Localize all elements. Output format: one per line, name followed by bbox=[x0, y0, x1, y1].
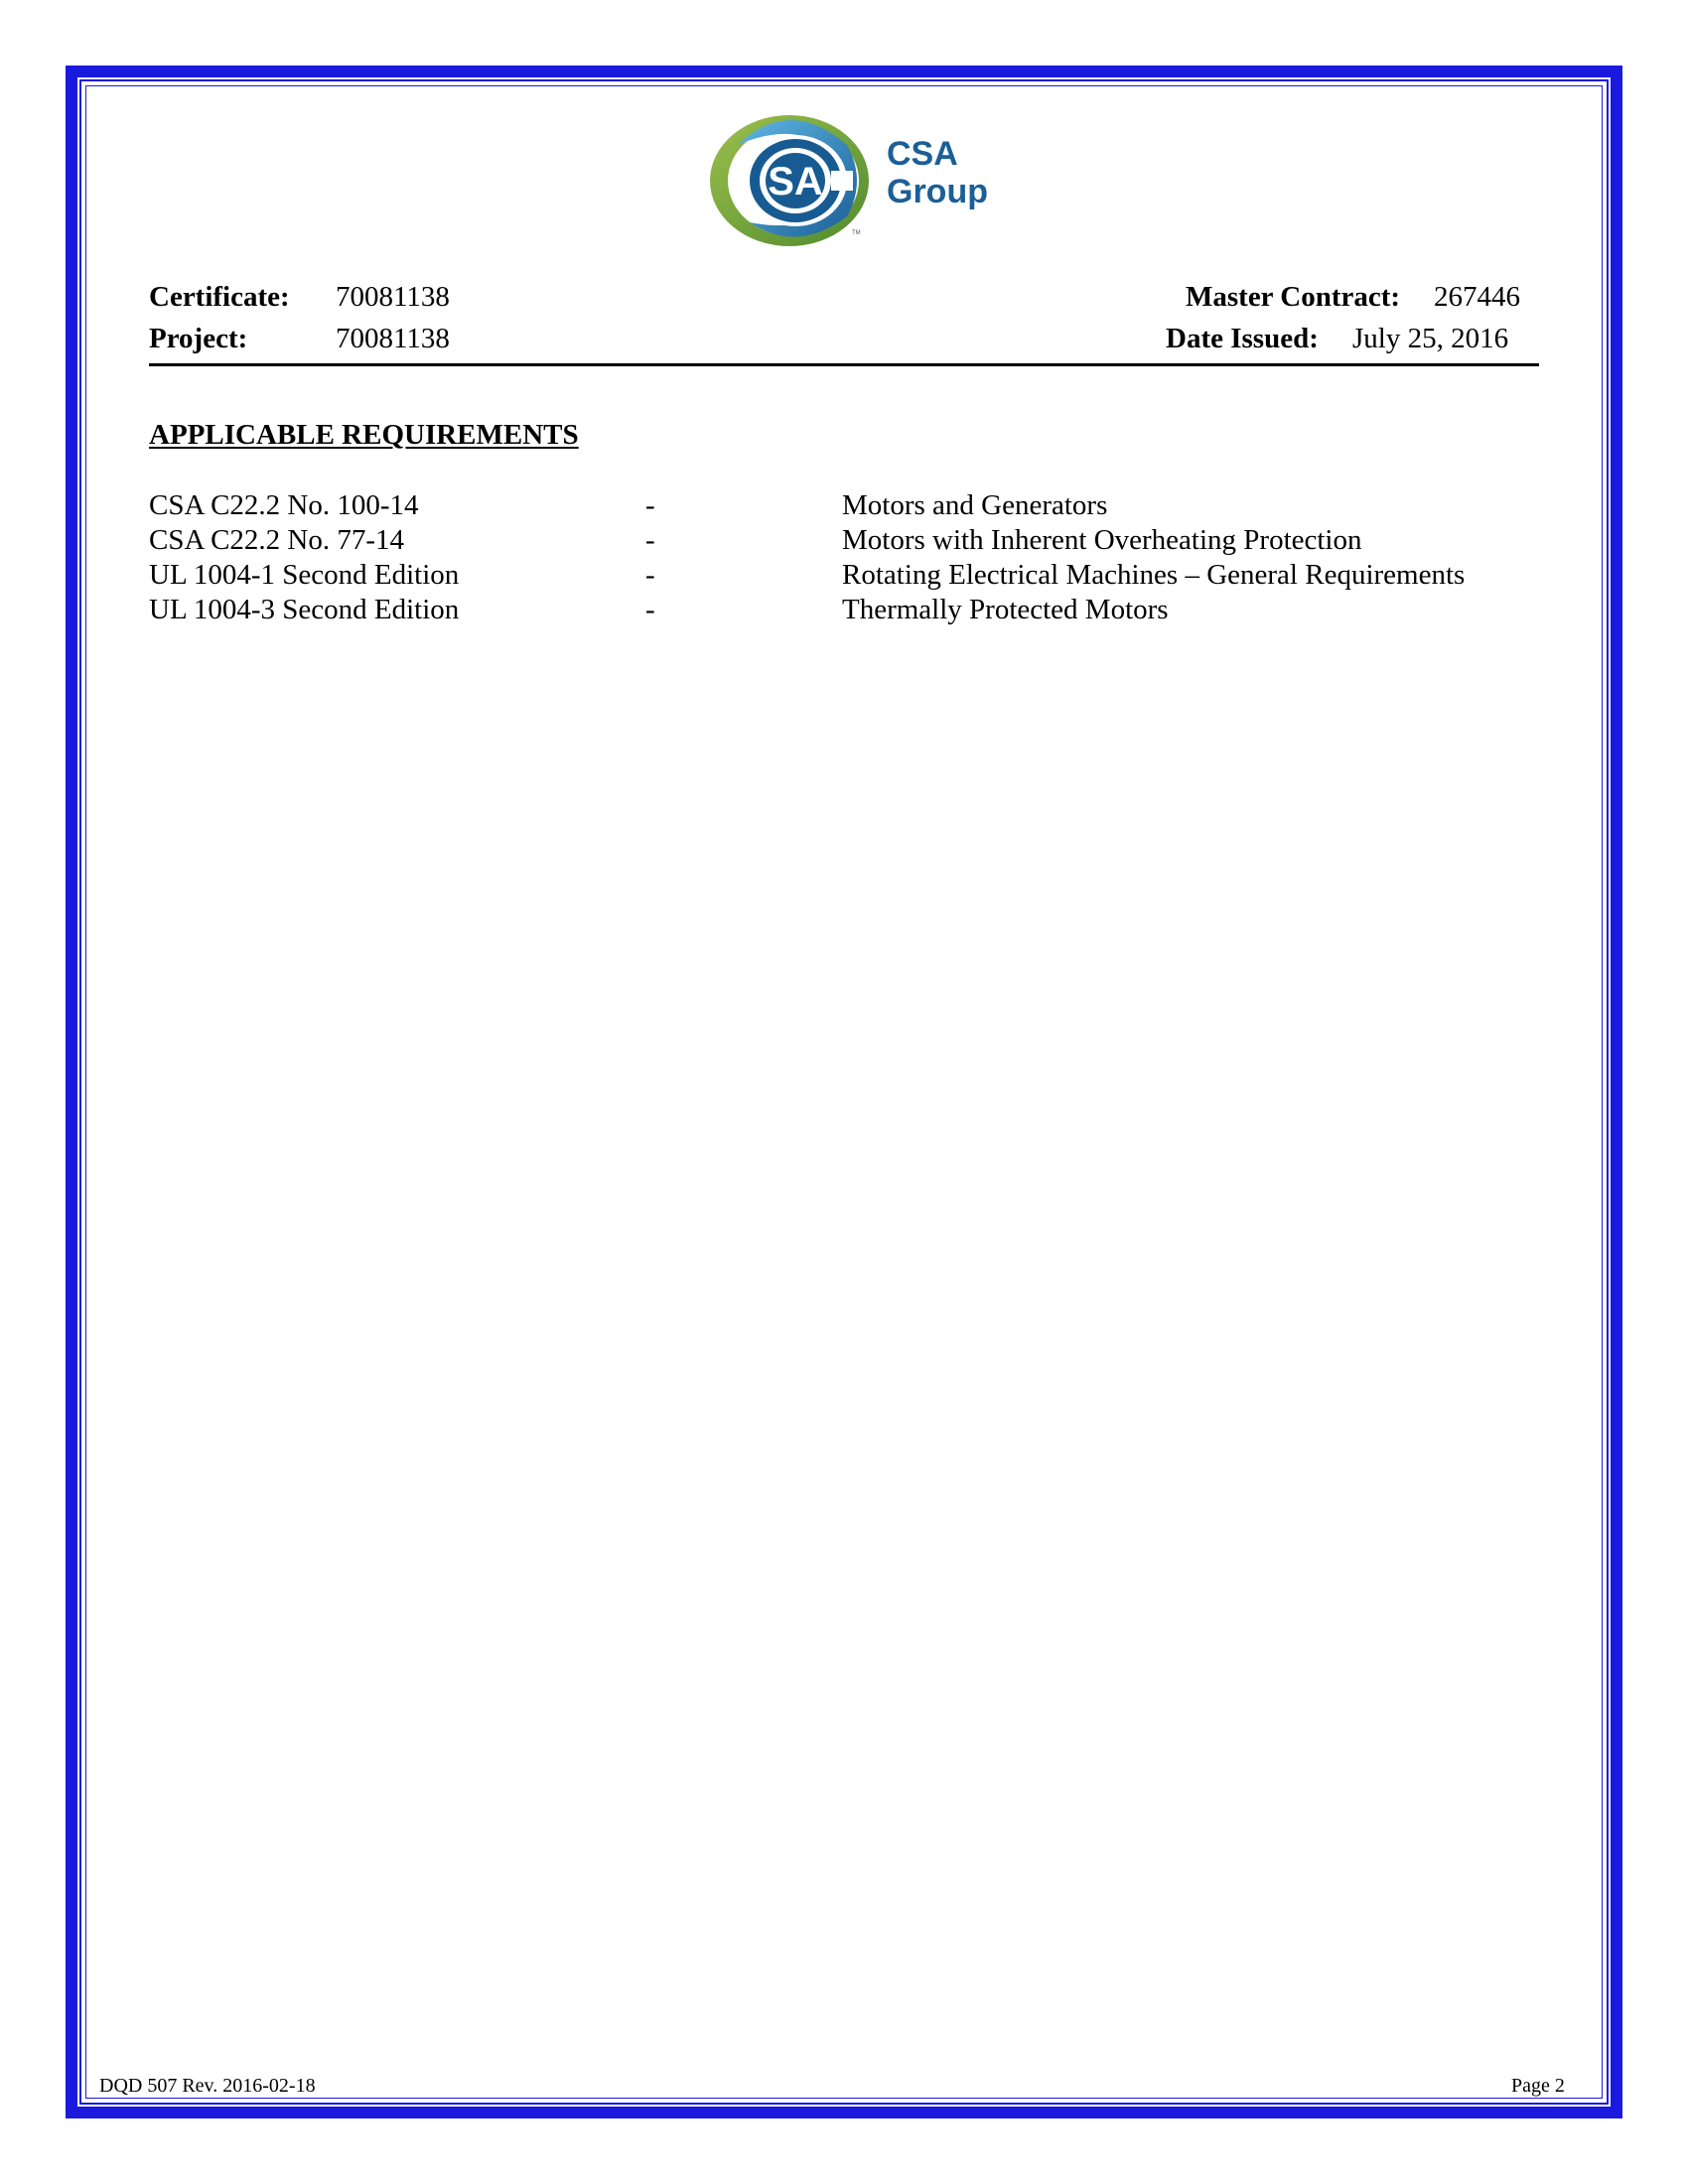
requirement-title: Motors with Inherent Overheating Protection bbox=[842, 524, 1362, 556]
footer-form-id: DQD 507 Rev. 2016-02-18 bbox=[99, 2075, 316, 2097]
requirement-standard: CSA C22.2 No. 100-14 bbox=[149, 489, 419, 521]
requirement-row bbox=[149, 523, 1539, 558]
logo-trademark: TM bbox=[852, 230, 861, 236]
requirements-list bbox=[149, 488, 1539, 627]
logo-brand-line1: CSA bbox=[887, 135, 958, 173]
project-row bbox=[149, 322, 247, 355]
date-issued-value: July 25, 2016 bbox=[1352, 323, 1509, 354]
requirement-row bbox=[149, 488, 1539, 523]
master-contract-value: 267446 bbox=[1434, 281, 1520, 313]
requirement-standard: UL 1004-1 Second Edition bbox=[149, 559, 460, 591]
master-contract-label: Master Contract: bbox=[1186, 281, 1401, 313]
certificate-label: Certificate: bbox=[149, 281, 290, 313]
project-value: 70081138 bbox=[336, 323, 450, 354]
section-title: APPLICABLE REQUIREMENTS bbox=[149, 419, 579, 451]
certificate-value: 70081138 bbox=[336, 281, 450, 313]
requirement-dash: - bbox=[645, 489, 655, 521]
svg-text:SA: SA bbox=[768, 160, 823, 204]
requirement-row bbox=[149, 593, 1539, 627]
project-label: Project: bbox=[149, 323, 248, 354]
logo-brand-line2: Group bbox=[887, 173, 988, 210]
requirement-dash: - bbox=[645, 559, 655, 591]
date-issued-row bbox=[1166, 322, 1319, 355]
footer-page-number: Page 2 bbox=[1511, 2075, 1565, 2097]
master-contract-row bbox=[1186, 280, 1400, 314]
page-border-inner-thin bbox=[85, 85, 1603, 2099]
csa-logo-icon bbox=[698, 105, 877, 256]
logo-wordmark bbox=[887, 135, 996, 210]
requirement-title: Rotating Electrical Machines – General Requirements bbox=[842, 559, 1466, 591]
requirement-standard: UL 1004-3 Second Edition bbox=[149, 594, 460, 625]
requirement-dash: - bbox=[645, 594, 655, 625]
requirement-row bbox=[149, 558, 1539, 593]
requirement-standard: CSA C22.2 No. 77-14 bbox=[149, 524, 405, 556]
certificate-row bbox=[149, 280, 290, 314]
date-issued-label: Date Issued: bbox=[1166, 323, 1319, 354]
csa-group-logo bbox=[698, 105, 996, 256]
requirement-title: Motors and Generators bbox=[842, 489, 1108, 521]
requirement-dash: - bbox=[645, 524, 655, 556]
header-divider bbox=[149, 363, 1539, 366]
requirement-title: Thermally Protected Motors bbox=[842, 594, 1169, 625]
